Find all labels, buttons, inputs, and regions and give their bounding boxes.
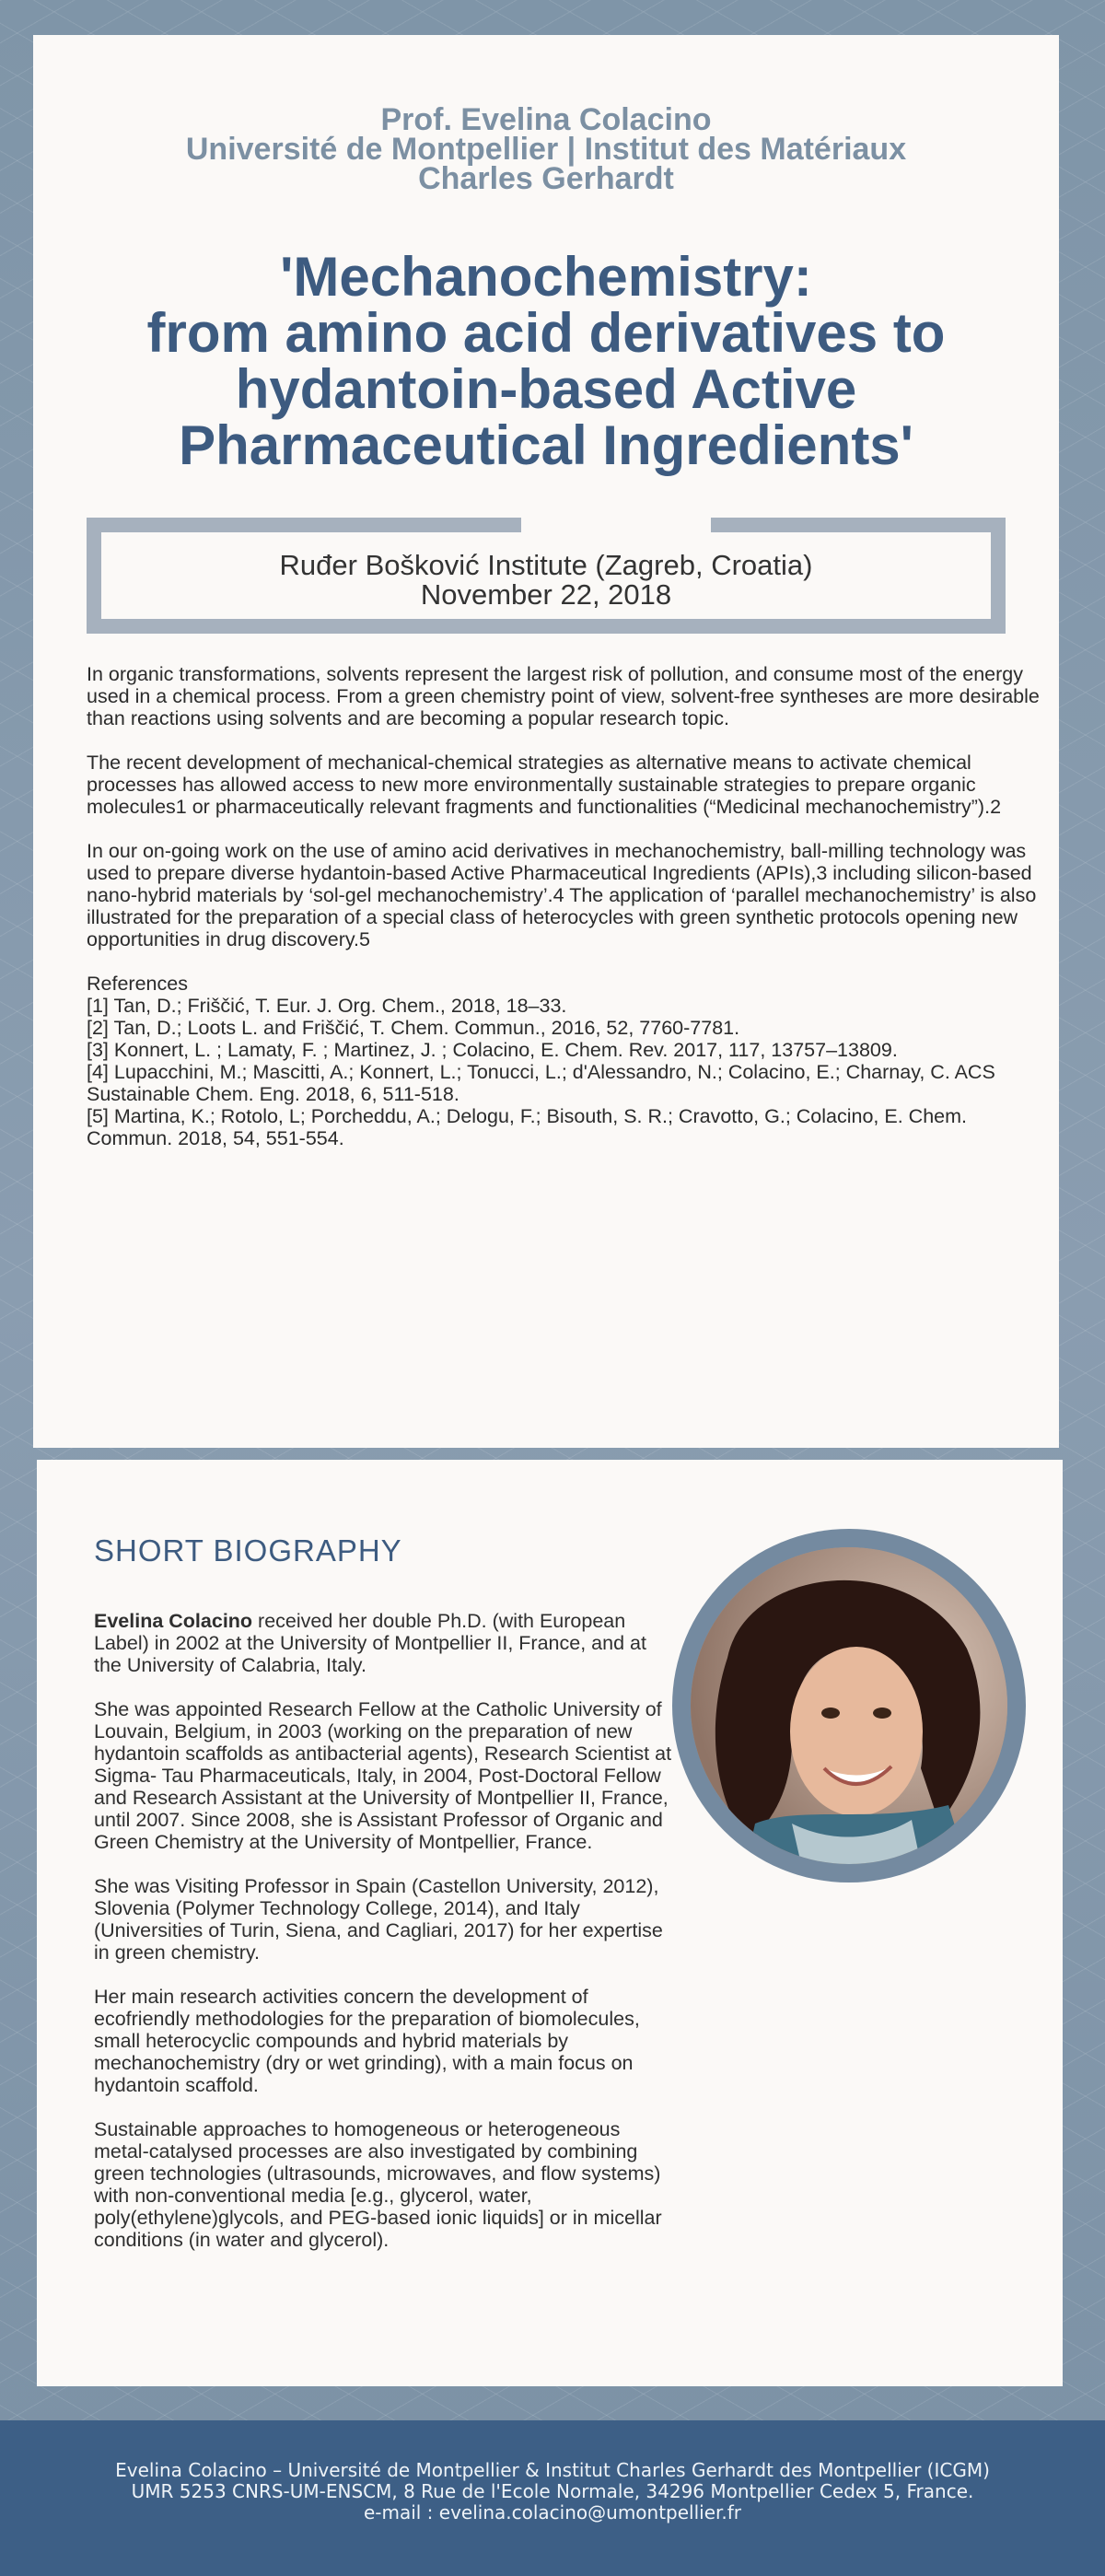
abstract-text [87, 663, 1044, 1149]
venue-frame [87, 518, 1006, 634]
venue-name: Ruđer Bošković Institute (Zagreb, Croatia) [279, 549, 813, 581]
reference-item: [5] Martina, K.; Rotolo, L; Porcheddu, A.; Delogu, F.; Bisouth, S. R.; Cravotto, G.; Colacino, E. Chem. Commun. 2018, 54, 551-554. [87, 1105, 967, 1149]
bio-paragraph: Sustainable approaches to homogeneous or heterogeneous metal-catalysed processes are also investigated by combining green technologies (ultrasounds, microwaves, and flow systems) with non-conventional media [e.g., glycerol, water, poly(ethylene)glycols, and PEG-based ionic liquids] or in micellar conditions (in water and glycerol). [94, 2118, 662, 2251]
speaker-name: Prof. Evelina Colacino [380, 102, 712, 137]
bio-name: Evelina Colacino [94, 1610, 253, 1632]
reference-item: [2] Tan, D.; Loots L. and Friščić, T. Chem. Commun., 2016, 52, 7760-7781. [87, 1017, 740, 1039]
bio-paragraph: She was Visiting Professor in Spain (Castellon University, 2012), Slovenia (Polymer Technology College, 2014), and Italy (Universities of Turin, Siena, and Cagliari, 2017) for her expertise in green chemistry. [94, 1875, 663, 1964]
abstract-paragraph: In organic transformations, solvents represent the largest risk of pollution, and consume most of the energy used in a chemical process. From a green chemistry point of view, solvent-free syntheses are more desirable than reactions using solvents and are becoming a popular research topic. [87, 663, 1040, 729]
frame-gap [521, 516, 711, 534]
footer-email: e-mail : evelina.colacino@umontpellier.fr [363, 2501, 742, 2524]
event-date: November 22, 2018 [420, 578, 672, 611]
talk-title [70, 246, 1022, 476]
venue-info [101, 551, 991, 610]
speaker-block [33, 102, 1059, 196]
biography-panel [37, 1460, 1063, 2386]
references-heading: References [87, 973, 188, 995]
speaker-affiliation: Université de Montpellier | Institut des Matériaux [185, 132, 907, 167]
talk-title-line: 'Mechanochemistry: [280, 246, 812, 308]
portrait-photo [672, 1529, 1026, 1882]
biography-text [94, 1610, 674, 2273]
bio-paragraph: Her main research activities concern the development of ecofriendly methodologies for the preparation of biomolecules, small heterocyclic compounds and hybrid materials by mechanochemistry (dry or wet grinding), with a main focus on hydantoin scaffold. [94, 1986, 640, 2096]
abstract-paragraph: In our on-going work on the use of amino acid derivatives in mechanochemistry, ball-milling technology was used to prepare diverse hydantoin-based Active Pharmaceutical Ingredients (APIs),3 including silicon-based nano-hybrid materials by ‘sol-gel mechanochemistry’.4 The application of ‘parallel mechanochemistry’ is also illustrated for the preparation of a special class of heterocycles with green synthetic protocols opening new opportunities in drug discovery.5 [87, 840, 1037, 950]
footer [0, 2420, 1105, 2576]
reference-item: [1] Tan, D.; Friščić, T. Eur. J. Org. Chem., 2018, 18–33. [87, 995, 567, 1017]
reference-item: [4] Lupacchini, M.; Mascitti, A.; Konnert, L.; Tonucci, L.; d'Alessandro, N.; Colacino, E.; Charnay, C. ACS Sustainable Chem. Eng. 2018, 6, 511-518. [87, 1061, 995, 1105]
talk-title-line: Pharmaceutical Ingredients' [179, 414, 913, 476]
biography-heading: SHORT BIOGRAPHY [94, 1533, 402, 1568]
bio-paragraph: She was appointed Research Fellow at the Catholic University of Louvain, Belgium, in 2003 (working on the preparation of new hydantoin scaffolds as antibacterial agents), Research Scientist at Sigma- Tau Pharmaceuticals, Italy, in 2004, Post-Doctoral Fellow and Research Assistant at the University of Montpellier II, France, until 2007. Since 2008, she is Assistant Professor of Organic and Green Chemistry at the University of Montpellier, France. [94, 1698, 672, 1853]
abstract-paragraph: The recent development of mechanical-chemical strategies as alternative means to activate chemical processes has allowed access to new more environmentally sustainable strategies to prepare organic molecules1 or pharmaceutically relevant fragments and functionalities (“Medicinal mechanochemistry”).2 [87, 752, 1002, 818]
bio-paragraph [94, 1610, 674, 1676]
talk-title-line: from amino acid derivatives to [146, 302, 946, 364]
abstract-panel [33, 35, 1059, 1448]
reference-item: [3] Konnert, L. ; Lamaty, F. ; Martinez, J. ; Colacino, E. Chem. Rev. 2017, 117, 13757–13809. [87, 1039, 898, 1061]
portrait-image [691, 1547, 1007, 1864]
bio-intro: received her double Ph.D. (with European Label) in 2002 at the University of Montpellier II, France, and at the University of Calabria, Italy. [94, 1610, 646, 1676]
speaker-affiliation-cont: Charles Gerhardt [418, 161, 674, 196]
footer-affiliation: Evelina Colacino – Université de Montpellier & Institut Charles Gerhardt des Montpellier (ICGM) [115, 2459, 990, 2481]
footer-address: UMR 5253 CNRS-UM-ENSCM, 8 Rue de l'Ecole Normale, 34296 Montpellier Cedex 5, France. [131, 2480, 974, 2502]
talk-title-line: hydantoin-based Active [235, 358, 857, 420]
